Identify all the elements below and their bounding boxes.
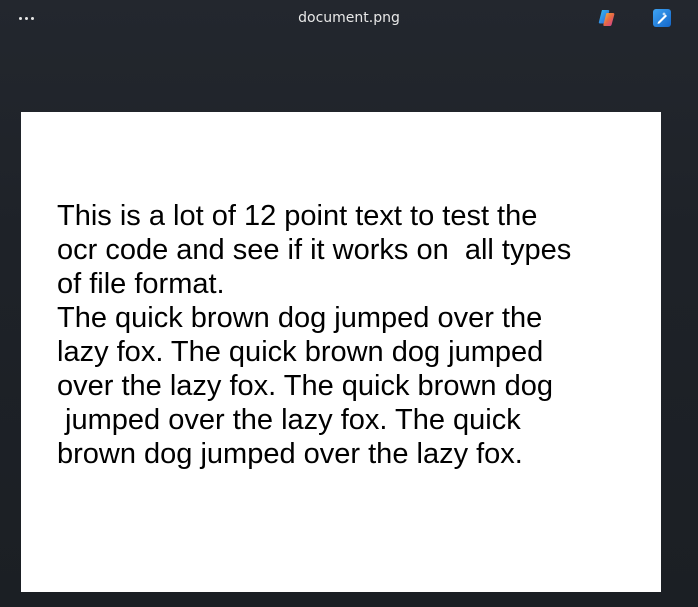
image-text-content: This is a lot of 12 point text to test the ocr code and see if it works on all types of file format. The quick brown dog jumped over the lazy fox. The quick brown dog jumped over the lazy fox. The quick brown dog jumped over the lazy fox. The quick brown dog jumped over the lazy fox. — [57, 200, 572, 470]
edit-image-icon — [651, 7, 673, 29]
copilot-icon — [596, 7, 618, 29]
copilot-button[interactable] — [596, 7, 618, 29]
title-bar — [0, 0, 698, 36]
edit-image-button[interactable] — [651, 7, 673, 29]
window-title: document.png — [298, 10, 400, 26]
image-canvas — [21, 112, 661, 592]
